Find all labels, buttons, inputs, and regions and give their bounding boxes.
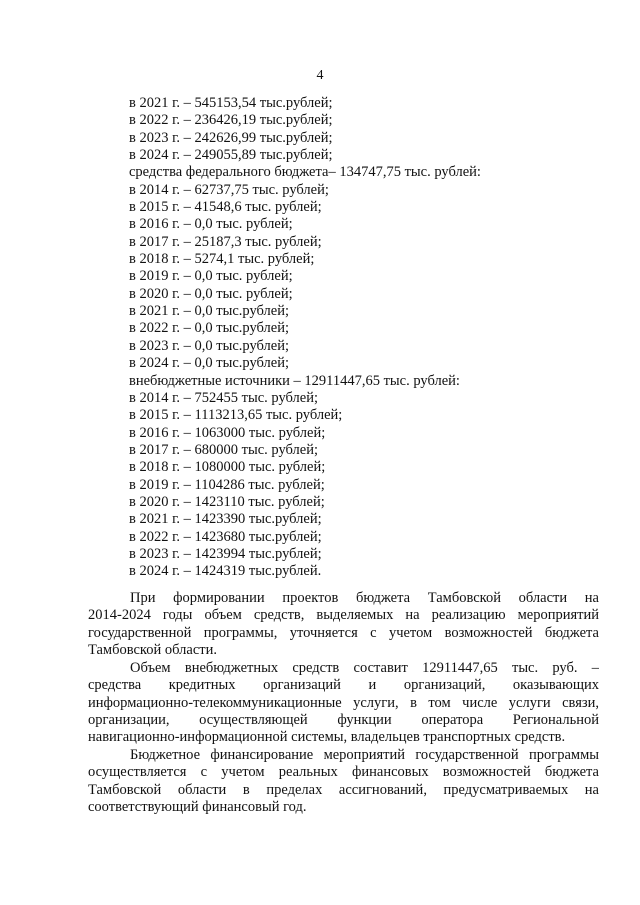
list-item: в 2015 г. – 1113213,65 тыс. рублей; xyxy=(129,407,343,424)
list-item: в 2015 г. – 41548,6 тыс. рублей; xyxy=(129,199,322,216)
paragraph-line: организации, осуществляющей функции оператора Региональной xyxy=(88,712,599,729)
paragraph-line: соответствующий финансовый год. xyxy=(88,799,307,816)
list-item: в 2022 г. – 0,0 тыс.рублей; xyxy=(129,320,290,337)
federal-budget-heading: средства федерального бюджета– 134747,75 тыс. рублей: xyxy=(129,164,481,181)
paragraph-line: навигационно-информационной системы, владельцев транспортных средств. xyxy=(88,729,566,746)
list-item: в 2024 г. – 249055,89 тыс.рублей; xyxy=(129,147,333,164)
list-item: в 2021 г. – 0,0 тыс.рублей; xyxy=(129,303,290,320)
paragraph-line: средства кредитных организаций и организаций, оказывающих xyxy=(88,677,599,694)
list-item: в 2018 г. – 1080000 тыс. рублей; xyxy=(129,459,326,476)
list-item: в 2023 г. – 1423994 тыс.рублей; xyxy=(129,545,322,562)
paragraph-line: Бюджетное финансирование мероприятий государственной программы xyxy=(130,747,599,763)
paragraph-extrabudgetary-volume xyxy=(88,660,599,747)
list-item: в 2022 г. – 1423680 тыс.рублей; xyxy=(129,528,322,545)
page-number: 4 xyxy=(316,68,324,83)
list-item: в 2024 г. – 1424319 тыс.рублей. xyxy=(129,563,322,580)
paragraph-line: Тамбовской области. xyxy=(88,642,217,659)
list-item: в 2014 г. – 752455 тыс. рублей; xyxy=(129,389,319,406)
paragraph-line: Объем внебюджетных средств составит 12911447,65 тыс. руб. – xyxy=(130,660,599,676)
paragraph-line: осуществляется с учетом реальных финансовых возможностей бюджета xyxy=(88,764,599,781)
list-item: в 2017 г. – 25187,3 тыс. рублей; xyxy=(129,233,322,250)
paragraph-budget-financing xyxy=(88,747,599,816)
list-item: в 2018 г. – 5274,1 тыс. рублей; xyxy=(129,251,315,268)
list-item: в 2021 г. – 1423390 тыс.рублей; xyxy=(129,511,322,528)
list-item: в 2021 г. – 545153,54 тыс.рублей; xyxy=(129,95,333,111)
paragraph-line: государственной программы, уточняется с учетом возможностей бюджета xyxy=(88,624,599,641)
paragraph-line: Тамбовской области в пределах ассигнований, предусматриваемых на xyxy=(88,781,599,798)
paragraph-line: информационно-телекоммуникационные услуги, в том числе услуги связи, xyxy=(88,694,599,711)
list-item: в 2022 г. – 236426,19 тыс.рублей; xyxy=(129,112,333,129)
extrabudgetary-heading: внебюджетные источники – 12911447,65 тыс. рублей: xyxy=(129,372,460,389)
paragraph-line: 2014-2024 годы объем средств, выделяемых на реализацию мероприятий xyxy=(88,607,599,624)
list-item: в 2020 г. – 1423110 тыс. рублей; xyxy=(129,493,325,510)
list-item: в 2023 г. – 0,0 тыс.рублей; xyxy=(129,337,290,354)
list-item: в 2016 г. – 0,0 тыс. рублей; xyxy=(129,216,293,233)
list-item: в 2023 г. – 242626,99 тыс.рублей; xyxy=(129,129,333,146)
list-item: в 2014 г. – 62737,75 тыс. рублей; xyxy=(129,181,329,198)
paragraph-budget-formation xyxy=(88,590,599,659)
list-item: в 2020 г. – 0,0 тыс. рублей; xyxy=(129,285,293,302)
list-item: в 2019 г. – 0,0 тыс. рублей; xyxy=(129,268,293,285)
list-item: в 2016 г. – 1063000 тыс. рублей; xyxy=(129,424,326,441)
funding-list xyxy=(129,95,599,581)
list-item: в 2024 г. – 0,0 тыс.рублей; xyxy=(129,355,290,372)
paragraph-line: При формировании проектов бюджета Тамбовской области на xyxy=(130,590,599,606)
list-item: в 2017 г. – 680000 тыс. рублей; xyxy=(129,441,319,458)
list-item: в 2019 г. – 1104286 тыс. рублей; xyxy=(129,476,325,493)
